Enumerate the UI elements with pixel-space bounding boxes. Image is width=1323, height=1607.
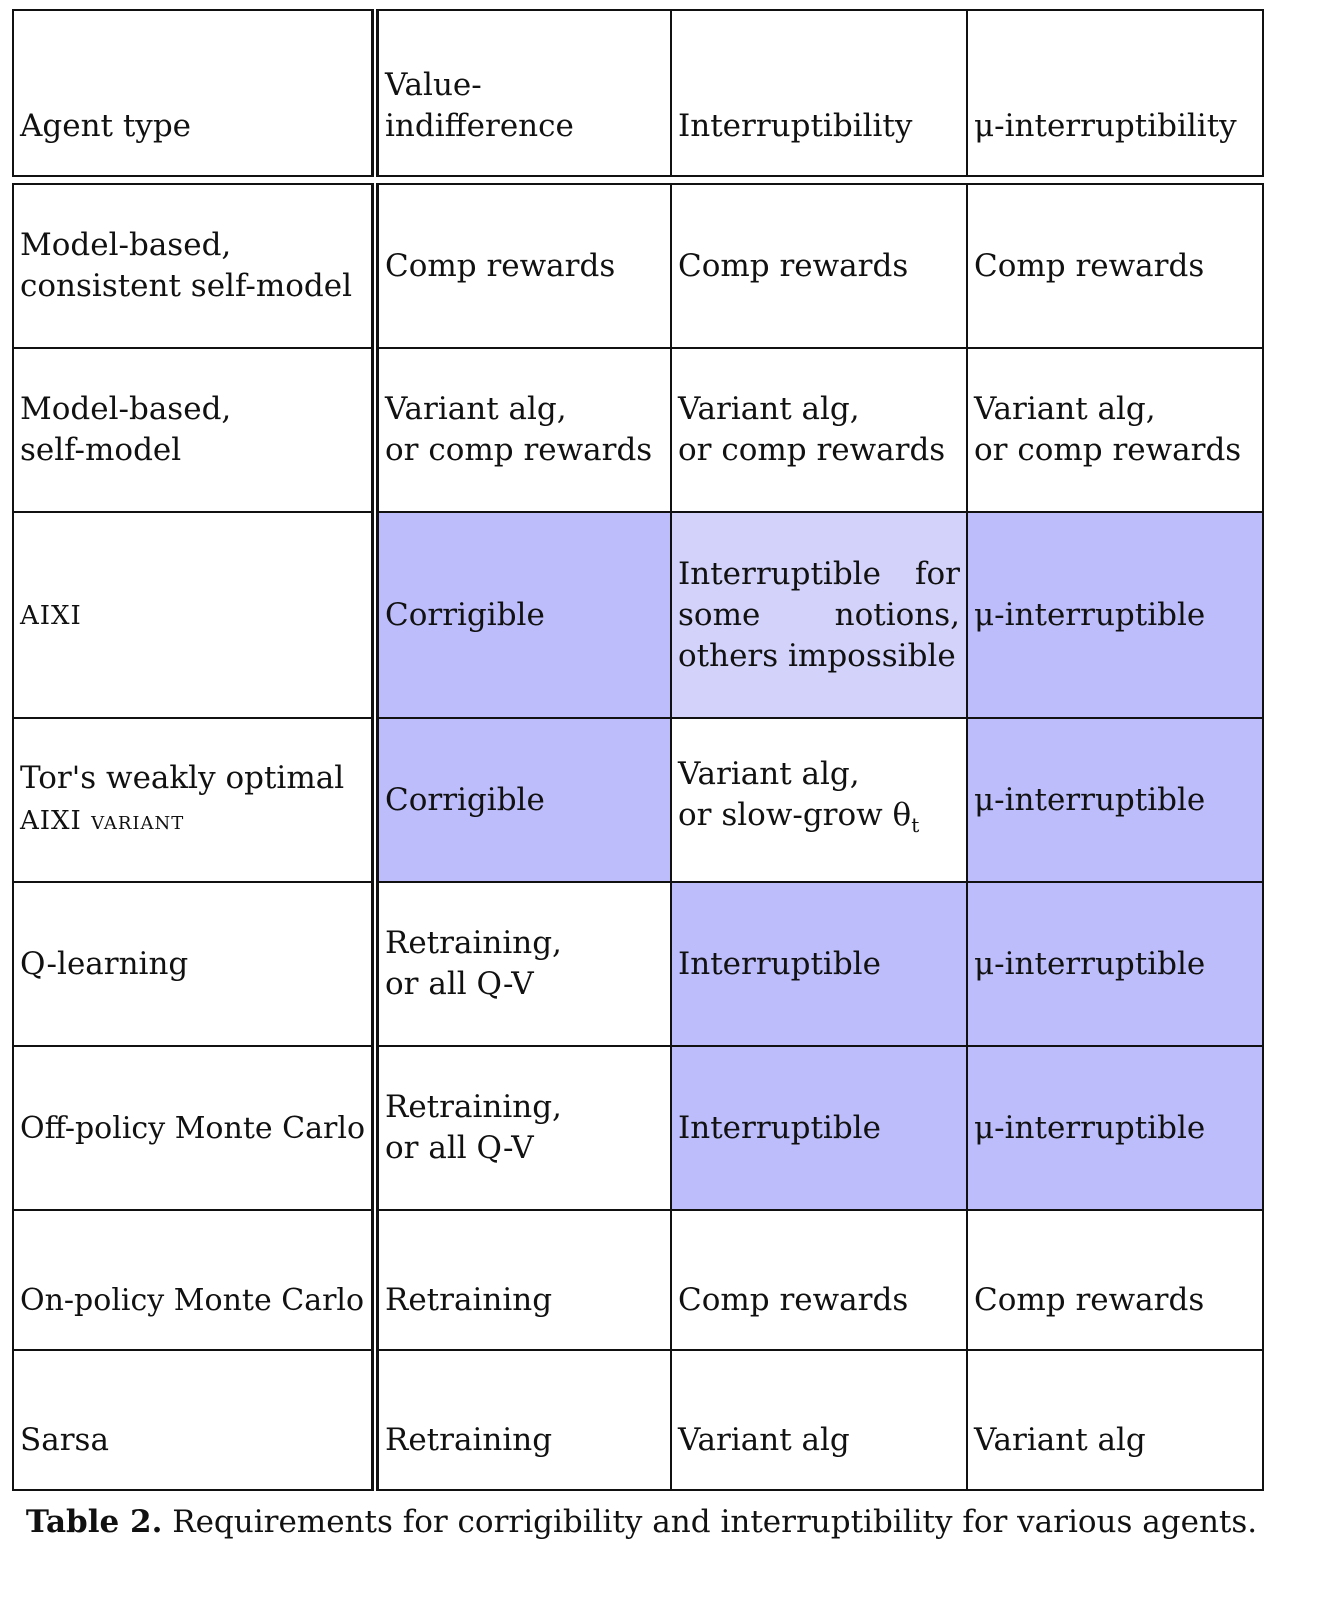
header-value-indifference: Value-indifference (375, 10, 671, 176)
cell-agent: Sarsa (13, 1350, 375, 1490)
cell-value-indifference: Retraining, or all Q-V (375, 1046, 671, 1210)
cell-value-indifference: Retraining, or all Q-V (375, 882, 671, 1046)
table-row (13, 1350, 1263, 1490)
cell-agent: On-policy Monte Carlo (13, 1210, 375, 1350)
header-mu-interruptibility: μ-interruptibility (967, 10, 1263, 176)
cell-interruptibility: Variant alg, or comp rewards (671, 348, 967, 512)
cell-mu-interruptibility: Variant alg, or comp rewards (967, 348, 1263, 512)
table-row (13, 512, 1263, 718)
cell-agent: Model-based, consistent self-model (13, 184, 375, 348)
cell-interruptibility: Variant alg (671, 1350, 967, 1490)
cell-mu-interruptibility: μ-interruptible (967, 1046, 1263, 1210)
table-row (13, 184, 1263, 348)
caption-text: Requirements for corrigibility and interruptibility for various agents. (172, 1504, 1258, 1540)
cell-mu-interruptibility: Variant alg (967, 1350, 1263, 1490)
header-separator (13, 176, 1263, 184)
cell-mu-interruptibility: Comp rewards (967, 1210, 1263, 1350)
cell-agent: Tor's weakly optimal AIXI variant (13, 718, 375, 882)
table-row (13, 718, 1263, 882)
table-header-row (13, 10, 1263, 176)
cell-interruptibility: Variant alg, or slow-grow $\theta_t$ (671, 718, 967, 882)
table-row (13, 1046, 1263, 1210)
cell-value-indifference: Retraining (375, 1210, 671, 1350)
cell-value-indifference: Variant alg, or comp rewards (375, 348, 671, 512)
cell-value-indifference: Corrigible (375, 718, 671, 882)
cell-agent: Off-policy Monte Carlo (13, 1046, 375, 1210)
cell-value-indifference: Corrigible (375, 512, 671, 718)
cell-agent: Q-learning (13, 882, 375, 1046)
cell-mu-interruptibility: μ-interruptible (967, 882, 1263, 1046)
cell-value-indifference: Comp rewards (375, 184, 671, 348)
table-row (13, 1210, 1263, 1350)
cell-agent: AIXI (13, 512, 375, 718)
requirements-table (12, 9, 1264, 1491)
cell-interruptibility: Comp rewards (671, 1210, 967, 1350)
header-agent-type: Agent type (13, 10, 375, 176)
table-row (13, 348, 1263, 512)
cell-value-indifference: Retraining (375, 1350, 671, 1490)
cell-interruptibility: Interruptible (671, 882, 967, 1046)
table-row (13, 882, 1263, 1046)
cell-mu-interruptibility: μ-interruptible (967, 718, 1263, 882)
cell-interruptibility: Interruptible for some notions, others impossible (671, 512, 967, 718)
cell-mu-interruptibility: μ-interruptible (967, 512, 1263, 718)
requirements-table-container (12, 9, 1264, 1491)
cell-agent: Model-based, self-model (13, 348, 375, 512)
header-interruptibility: Interruptibility (671, 10, 967, 176)
table-caption (0, 1500, 1283, 1544)
cell-interruptibility: Comp rewards (671, 184, 967, 348)
cell-mu-interruptibility: Comp rewards (967, 184, 1263, 348)
caption-label: Table 2. (25, 1504, 163, 1540)
cell-interruptibility: Interruptible (671, 1046, 967, 1210)
